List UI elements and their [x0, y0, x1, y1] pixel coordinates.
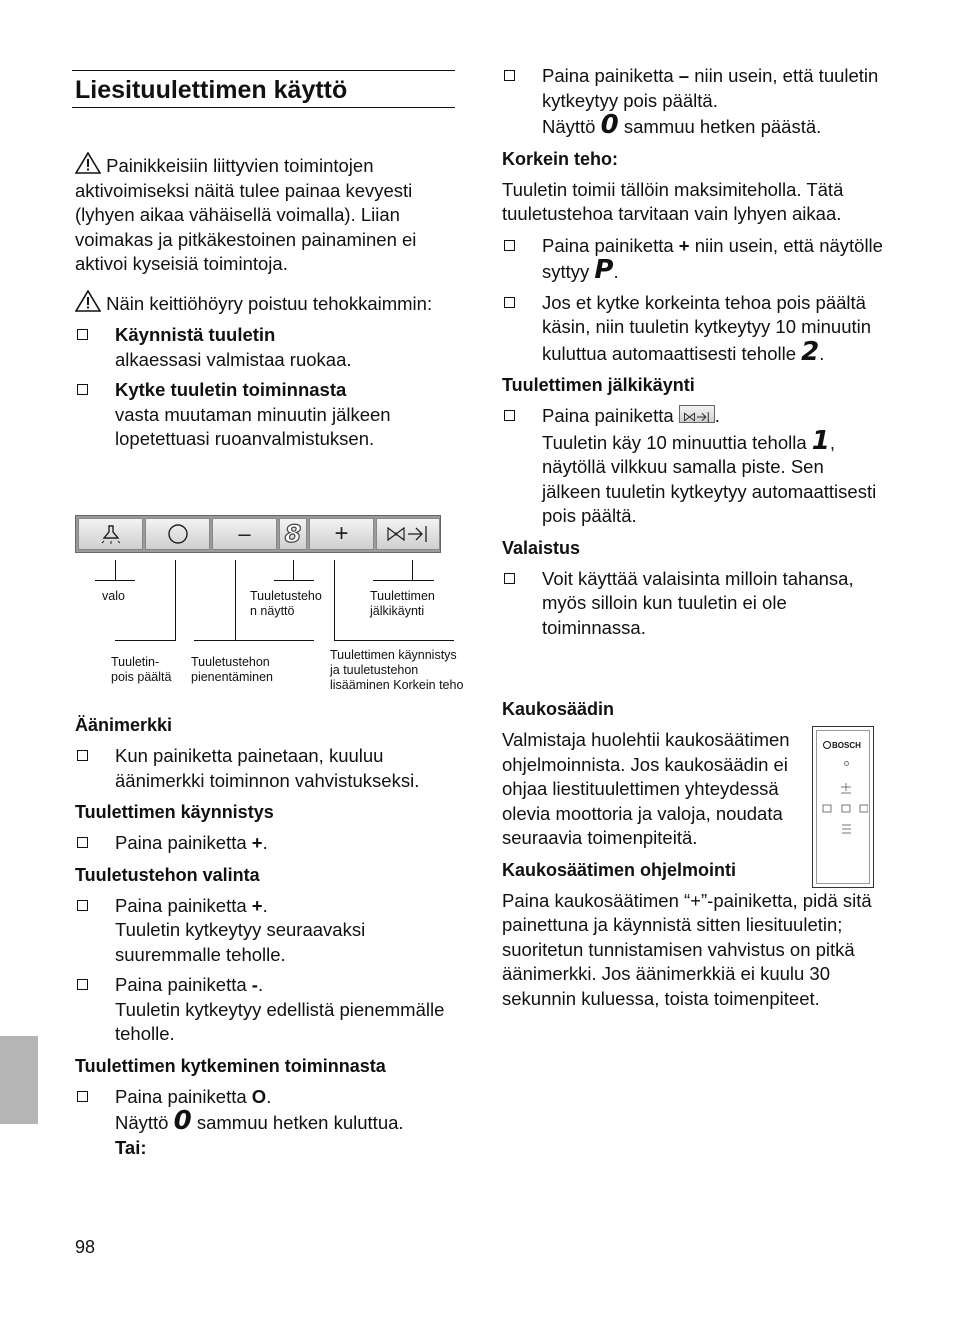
- bullet-text: .: [257, 974, 264, 995]
- leader-line: [274, 580, 314, 581]
- bullet-text: , näytöllä vilkkuu samalla piste. Sen jälkeen tuuletin kytkeytyy automaattisesti pois päältä.: [542, 431, 877, 526]
- bullet-text: Paina painiketta: [542, 405, 679, 426]
- bullet-text: Paina painiketta: [542, 234, 679, 256]
- list-item: [75, 378, 455, 452]
- warning-paragraph-1: [75, 152, 455, 277]
- heading-run-on: Tuulettimen jälkikäynti: [502, 375, 695, 395]
- leader-line: [412, 560, 413, 580]
- list-item: [75, 973, 455, 1047]
- key-label: +: [251, 832, 263, 853]
- heading-switch-off: Tuulettimen kytkeminen toiminnasta: [75, 1055, 386, 1076]
- power-display: [279, 518, 307, 550]
- leader-line: [115, 560, 116, 580]
- title-rule-bottom: [72, 107, 455, 108]
- label-display: Tuuletusteho n näyttö: [250, 589, 322, 618]
- warning-text-1: Painikkeisiin liittyvien toimintojen aktivoimiseksi näitä tulee painaa kevyesti (lyhyen aikaa vähäisellä voimalla). Liian voimakas ja pitkäkestoinen painaminen ei aktivoi kyseisiä toimintoja.: [75, 155, 417, 274]
- page-number: 98: [75, 1237, 96, 1257]
- bullet-text: alkaessasi valmistaa ruokaa.: [115, 348, 352, 370]
- display-symbol: 0: [600, 110, 619, 140]
- bullet-text: .: [266, 1085, 272, 1107]
- heading-lighting: Valaistus: [502, 537, 581, 558]
- bullet-text: .: [714, 405, 720, 426]
- bullet-text: vasta muutaman minuutin jälkeen lopetettuasi ruoanvalmistuksen.: [115, 403, 391, 449]
- fan-run-on-icon: [682, 410, 712, 424]
- bullet-text: .: [262, 894, 268, 916]
- leader-line: [194, 640, 314, 641]
- display-symbol: 1: [811, 425, 830, 456]
- list-item: [502, 291, 887, 367]
- paragraph: Paina kaukosäätimen “+”-painiketta, pidä sitä painettuna ja käynnistä sitten liesituuletin; suoritetun tunnistamisen vahvistus on pitkä äänimerkki. Jos äänimerkkiä ei kuulu 30 sekunnin kuluessa, toista toimenpiteet.: [502, 889, 872, 1009]
- bullet-text: .: [613, 261, 619, 282]
- bullet-text: Tuuletin kytkeytyy edellistä pienemmälle teholle.: [115, 998, 445, 1044]
- minus-label: –: [238, 520, 251, 546]
- bullet-text: Kun painiketta painetaan, kuuluu äänimerkki toiminnon vahvistukseksi.: [115, 745, 420, 791]
- run-on-button: [376, 518, 440, 550]
- list-item: [75, 1085, 455, 1161]
- leader-line: [293, 560, 294, 580]
- bullet-text: Tuuletin käy 10 minuuttia teholla: [542, 431, 812, 453]
- key-label: +: [678, 234, 690, 256]
- paragraph: Valmistaja huolehtii kaukosäätimen ohjelmoinnista. Jos kaukosäädin ei ohjaa liestituulettimen yhteydessä olevia moottoria ja valoja, noudata seuraavia toimenpiteitä.: [502, 729, 790, 848]
- heading-remote-programming: Kaukosäätimen ohjelmointi: [502, 859, 737, 880]
- bullet-text: Jos et kytke korkeinta tehoa pois päältä käsin, niin tuuletin kytkeytyy 10 minuutin kuluttua automaattisesti teholle: [542, 291, 872, 364]
- list-item: [502, 234, 887, 285]
- list-item: [75, 831, 455, 856]
- bullet-text: .: [819, 342, 825, 364]
- brand-label: BOSCH: [832, 741, 861, 750]
- heading-power-select: Tuuletustehon valinta: [75, 864, 260, 885]
- bosch-logo-icon: [823, 741, 831, 749]
- list-item: [75, 894, 455, 968]
- bullet-text: sammuu hetken päästä.: [618, 116, 822, 137]
- run-on-key: [679, 405, 715, 423]
- key-label: +: [251, 894, 263, 916]
- page-title: Liesituulettimen käyttö: [75, 76, 348, 104]
- leader-line: [334, 640, 454, 641]
- label-light: valo: [102, 589, 125, 603]
- warning-icon: [75, 290, 101, 312]
- title-rule-top: [72, 70, 455, 71]
- off-button: [145, 518, 210, 550]
- key-label: –: [678, 65, 690, 86]
- leader-line: [175, 560, 176, 640]
- label-run-on: Tuulettimen jälkikäynti: [370, 589, 435, 618]
- fan-run-on-icon: [384, 524, 432, 544]
- remote-control-illustration: [812, 726, 874, 888]
- key-label: -: [251, 974, 258, 995]
- bullet-text: sammuu hetken kuluttua.: [191, 1112, 404, 1133]
- left-column-bottom: [75, 713, 455, 1160]
- key-label: O: [251, 1085, 267, 1107]
- list-item: [502, 64, 887, 140]
- remote-body: [816, 730, 870, 884]
- leader-line: [373, 580, 434, 581]
- bullet-text: Paina painiketta: [542, 65, 679, 86]
- display-symbol: P: [594, 255, 614, 285]
- bullet-text: Paina painiketta: [115, 974, 252, 995]
- bullet-text: Paina painiketta: [115, 832, 252, 853]
- warning-icon: [75, 152, 101, 174]
- heading-start: Tuulettimen käynnistys: [75, 802, 274, 822]
- lamp-icon: [100, 524, 122, 544]
- right-column: [502, 64, 887, 640]
- heading-max-power: Korkein teho:: [502, 148, 619, 169]
- circle-icon: [167, 523, 189, 545]
- list-item: [502, 404, 887, 529]
- label-off: Tuuletin- pois päältä: [111, 655, 172, 684]
- paragraph: Tuuletin toimii tällöin maksimiteholla. Tätä tuuletustehoa tarvitaan vain lyhyen aikaa.: [502, 178, 844, 224]
- remote-dot: [844, 761, 849, 766]
- bullet-text: Paina painiketta: [115, 1085, 252, 1107]
- bullet-text: Voit käyttää valaisinta milloin tahansa, myös silloin kun tuuletin ei ole toiminnassa.: [542, 567, 854, 638]
- bullet-text: Näyttö: [542, 116, 601, 137]
- heading-remote: Kaukosäädin: [502, 699, 615, 719]
- display-symbol: 2: [801, 336, 820, 367]
- leader-line: [115, 640, 176, 641]
- bullet-text: Paina painiketta: [115, 894, 252, 916]
- display-digit: 8: [284, 519, 302, 548]
- bullet-text: niin usein, että tuuletin kytkeytyy pois päältä.: [542, 65, 879, 111]
- plus-label: +: [334, 519, 349, 547]
- bullet-text: niin usein, että näytölle syttyy: [542, 234, 883, 282]
- light-button: [78, 518, 143, 550]
- bullet-text: Tuuletin kytkeytyy seuraavaksi suuremmalle teholle.: [115, 919, 366, 965]
- left-column-top: [75, 152, 455, 452]
- label-decrease: Tuuletustehon pienentäminen: [191, 655, 274, 684]
- label-start-increase: Tuulettimen käynnistys ja tuuletustehon lisääminen Korkein teho: [330, 648, 464, 692]
- leader-line: [334, 560, 335, 640]
- warning-paragraph-2: [75, 290, 455, 317]
- bullet-bold: Käynnistä tuuletin: [115, 324, 276, 345]
- list-item: [75, 744, 455, 793]
- display-symbol: 0: [173, 1106, 192, 1136]
- remote-buttons-icon: [820, 783, 868, 843]
- bullet-bold: Kytke tuuletin toiminnasta: [115, 379, 347, 400]
- leader-line: [235, 560, 236, 640]
- remote-brand: [823, 741, 861, 751]
- side-tab-marker: [0, 1036, 38, 1124]
- minus-button: [212, 518, 277, 550]
- warning-text-2: Näin keittiöhöyry poistuu tehokkaimmin:: [106, 292, 433, 314]
- bullet-text: Näyttö: [115, 1112, 174, 1133]
- bullet-text: .: [262, 832, 268, 853]
- list-item: [502, 567, 887, 641]
- leader-line: [95, 580, 135, 581]
- plus-button: [309, 518, 374, 550]
- list-item: [75, 323, 455, 372]
- or-label: Tai:: [115, 1136, 147, 1158]
- heading-beep: Äänimerkki: [75, 715, 173, 735]
